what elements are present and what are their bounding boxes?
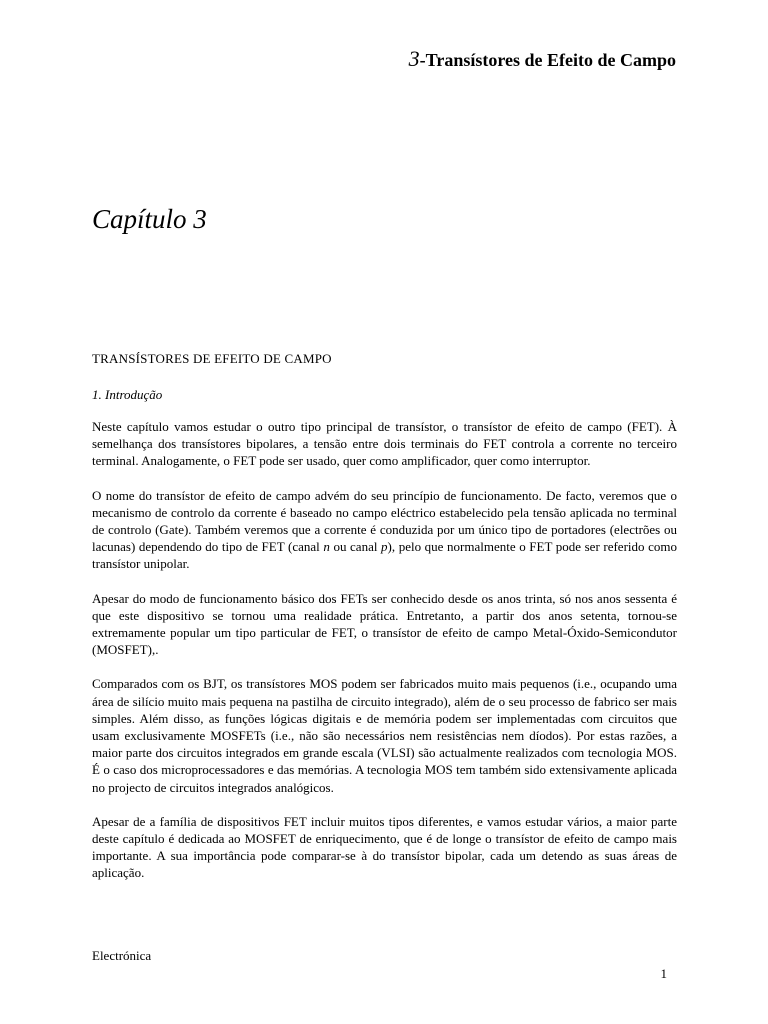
- paragraph-2-part-1: O nome do transístor de efeito de campo advém do seu princípio de funcionamento. De facto, veremos que o mecanismo de controlo da corrente é baseado no campo eléctrico estabelecido pela tensão aplicada no terminal de controlo (Gate). Também veremos que a corrente é conduzida por um único tipo de portadores (electrões ou lacunas) dependendo do tipo de FET (canal: [92, 487, 677, 555]
- subsection-heading: 1. Introdução: [92, 387, 163, 402]
- section-heading: TRANSÍSTORES DE EFEITO DE CAMPO: [92, 351, 332, 366]
- paragraph-2-part-2: ou canal: [329, 539, 382, 555]
- header-chapter-number: 3: [408, 46, 420, 71]
- running-header: [409, 46, 676, 72]
- paragraph-1: Neste capítulo vamos estudar o outro tipo principal de transístor, o transístor de efeito de campo (FET). À semelhança dos transístores bipolares, a tensão entre dois terminais do FET controla a corrente no terceiro terminal. Analogamente, o FET pode ser usado, quer como amplificador, quer como interruptor.: [92, 419, 677, 469]
- paragraph-4: Comparados com os BJT, os transístores MOS podem ser fabricados muito mais pequenos (i.e., ocupando uma área de silício muito mais pequena na pastilha de circuito integrado), além de o seu processo de fabrico ser mais simples. Além disso, as funções lógicas digitais e de memória podem ser implementadas com circuitos que usam exclusivamente MOSFETs (i.e., não são necessários nem resistências nem díodos). Por estas razões, a maior parte dos circuitos integrados em grande escala (VLSI) são actualmente realizados com tecnologia MOS. É o caso dos microprocessadores e das memórias. A tecnologia MOS tem também sido extensivamente aplicada no projecto de circuitos integrados analógicos.: [92, 676, 677, 795]
- footer-label: Electrónica: [92, 948, 152, 963]
- body-text: [92, 418, 677, 899]
- paragraph-2: [92, 487, 677, 573]
- page-number: 1: [660, 966, 667, 981]
- paragraph-2-italic-p: p: [381, 539, 388, 555]
- paragraph-2-part-3: ), pelo que normalmente o FET pode ser referido como transístor unipolar.: [92, 539, 677, 572]
- paragraph-5: Apesar de a família de dispositivos FET incluir muitos tipos diferentes, e vamos estudar vários, a maior parte deste capítulo é dedicada ao MOSFET de enriquecimento, que é de longe o transístor de efeito de campo mais importante. A sua importância pode comparar-se à do transístor bipolar, cada um detendo as suas áreas de aplicação.: [92, 813, 677, 881]
- paragraph-2-italic-n: n: [323, 539, 330, 555]
- paragraph-3: Apesar do modo de funcionamento básico dos FETs ser conhecido desde os anos trinta, só nos anos sessenta é que este dispositivo se tornou uma realidade prática. Entretanto, a partir dos anos setenta, tornou-se extremamente popular um tipo particular de FET, o transístor de efeito de campo Metal-Óxido-Semicondutor (MOSFET),.: [92, 590, 677, 658]
- header-title: -Transístores de Efeito de Campo: [419, 50, 676, 70]
- chapter-title: Capítulo 3: [92, 204, 207, 234]
